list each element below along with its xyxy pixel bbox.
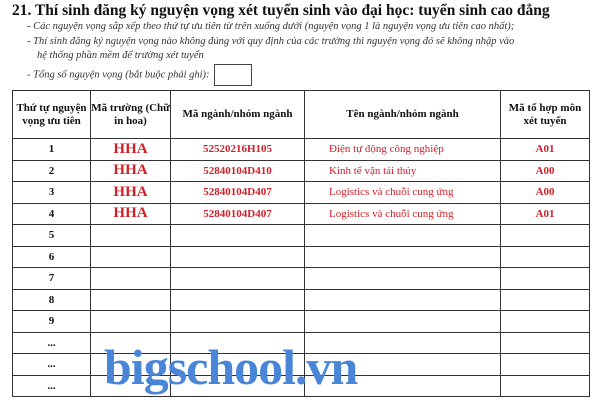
cell-code[interactable]: 52840104D407 [171,182,305,204]
cell-order: 1 [13,139,91,161]
cell-combo[interactable]: A00 [501,182,590,204]
header-code: Mã ngành/nhóm ngành [171,91,305,139]
cell-school[interactable] [91,289,171,311]
cell-order: ... [13,354,91,376]
note-invalid: - Thí sinh đăng ký nguyện vọng nào không đúng với quy định của các trường thì nguyện vọng đó sẽ không nhập vào [27,36,515,47]
table-row [13,160,590,182]
cell-combo[interactable] [501,311,590,333]
cell-school[interactable]: HHA [91,203,171,225]
cell-name[interactable] [305,268,501,290]
cell-name[interactable] [305,311,501,333]
cell-code[interactable]: 52840104D407 [171,203,305,225]
cell-school[interactable]: HHA [91,139,171,161]
section-title: 21. Thí sinh đăng ký nguyện vọng xét tuyển sinh vào đại học: tuyển sinh cao đẳng [12,2,550,19]
cell-code[interactable]: 52520216H105 [171,139,305,161]
note-invalid-cont: hệ thống phần mềm để trường xét tuyển [37,50,204,61]
header-order: Thứ tự nguyện vọng ưu tiên [13,91,91,139]
cell-code[interactable] [171,311,305,333]
cell-combo[interactable] [501,225,590,247]
table-row [13,139,590,161]
table-row [13,225,590,247]
cell-combo[interactable] [501,354,590,376]
total-wishes-row [27,64,252,86]
cell-combo[interactable]: A00 [501,160,590,182]
cell-combo[interactable]: A01 [501,203,590,225]
cell-order: 3 [13,182,91,204]
table-row [13,311,590,333]
cell-order: 5 [13,225,91,247]
cell-order: 2 [13,160,91,182]
cell-school[interactable] [91,311,171,333]
cell-name[interactable]: Logistics và chuỗi cung ứng [305,182,501,204]
header-combo: Mã tổ hợp môn xét tuyển [501,91,590,139]
cell-order: 6 [13,246,91,268]
cell-combo[interactable] [501,375,590,397]
table-row [13,203,590,225]
cell-combo[interactable] [501,332,590,354]
cell-order: 9 [13,311,91,333]
cell-name[interactable] [305,289,501,311]
cell-order: 8 [13,289,91,311]
cell-order: ... [13,375,91,397]
cell-code[interactable] [171,225,305,247]
cell-order: ... [13,332,91,354]
header-school: Mã trường (Chữ in hoa) [91,91,171,139]
cell-school[interactable]: HHA [91,160,171,182]
cell-school[interactable] [91,246,171,268]
table-row [13,182,590,204]
cell-code[interactable] [171,246,305,268]
cell-order: 7 [13,268,91,290]
cell-combo[interactable] [501,246,590,268]
cell-school[interactable]: HHA [91,182,171,204]
cell-name[interactable] [305,225,501,247]
cell-name[interactable]: Điện tự động công nghiệp [305,139,501,161]
table-row [13,268,590,290]
total-wishes-input[interactable] [214,64,252,86]
cell-combo[interactable] [501,289,590,311]
cell-school[interactable] [91,225,171,247]
total-wishes-label: - Tổng số nguyện vọng (bắt buộc phải ghi): [27,69,210,81]
cell-code[interactable]: 52840104D410 [171,160,305,182]
cell-code[interactable] [171,268,305,290]
cell-name[interactable]: Kinh tế vận tải thủy [305,160,501,182]
cell-order: 4 [13,203,91,225]
cell-name[interactable] [305,246,501,268]
cell-combo[interactable]: A01 [501,139,590,161]
cell-school[interactable] [91,268,171,290]
cell-combo[interactable] [501,268,590,290]
cell-name[interactable]: Logistics và chuỗi cung ứng [305,203,501,225]
table-row [13,289,590,311]
header-name: Tên ngành/nhóm ngành [305,91,501,139]
watermark: bigschool.vn [104,339,358,395]
note-priority: - Các nguyện vọng sắp xếp theo thứ tự ưu tiên từ trên xuống dưới (nguyện vọng 1 là nguyện vọng ưu tiên cao nhất); [27,21,515,32]
cell-code[interactable] [171,289,305,311]
table-row [13,246,590,268]
